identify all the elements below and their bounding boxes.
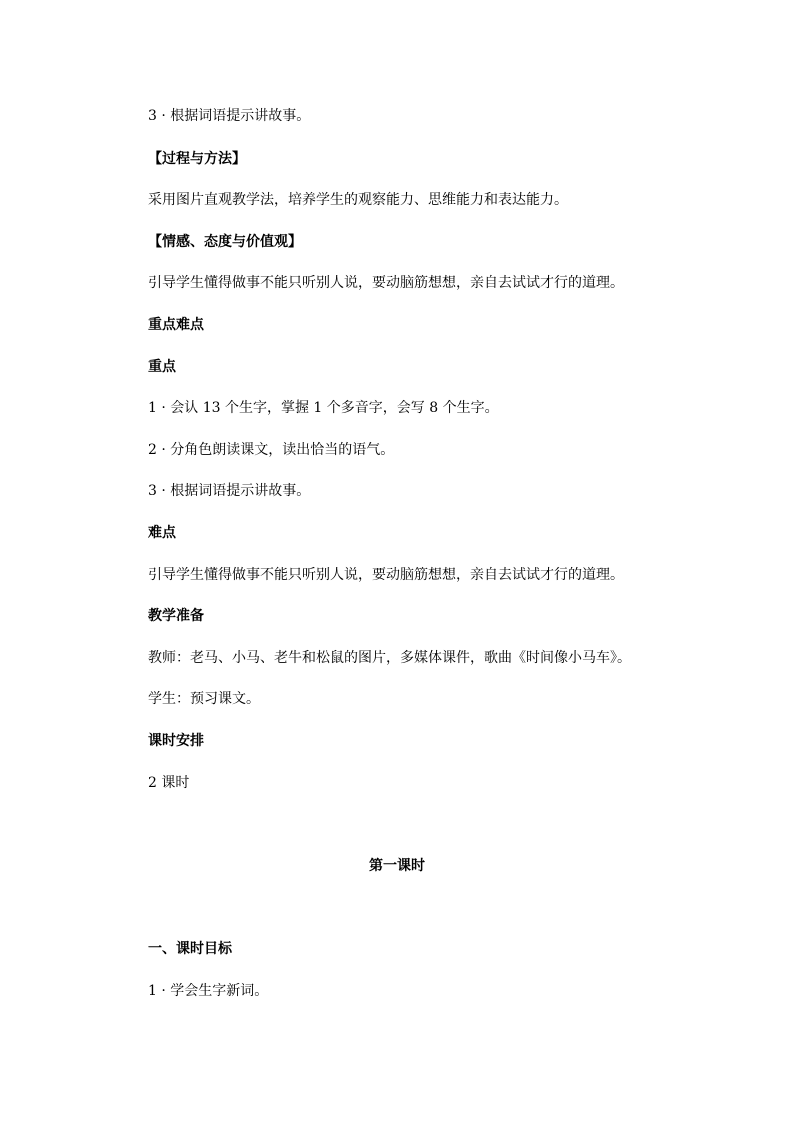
lesson-objectives-heading: 一、课时目标 <box>148 941 232 957</box>
lesson-objective-1: 1 · 学会生字新词。 <box>148 983 269 999</box>
key-point-2: 2 · 分角色朗读课文，读出恰当的语气。 <box>148 442 395 458</box>
process-method-text: 采用图片直观教学法，培养学生的观察能力、思维能力和表达能力。 <box>148 192 568 208</box>
emotion-values-heading: 【情感、态度与价值观】 <box>148 234 302 250</box>
teacher-prep-text: 教师：老马、小马、老牛和松鼠的图片，多媒体课件，歌曲《时间像小马车》。 <box>148 650 631 666</box>
schedule-text: 2 课时 <box>148 775 190 791</box>
emotion-values-text: 引导学生懂得做事不能只听别人说，要动脑筋想想，亲自去试试才行的道理。 <box>148 275 624 291</box>
process-method-heading: 【过程与方法】 <box>148 151 246 167</box>
difficult-points-heading: 难点 <box>148 525 176 541</box>
key-point-3: 3 · 根据词语提示讲故事。 <box>148 483 311 499</box>
schedule-heading: 课时安排 <box>148 733 204 749</box>
student-prep-text: 学生：预习课文。 <box>148 691 260 707</box>
objective-3-line: 3 · 根据词语提示讲故事。 <box>148 108 311 124</box>
key-point-1: 1 · 会认 13 个生字，掌握 1 个多音字，会写 8 个生字。 <box>148 400 499 416</box>
teaching-prep-heading: 教学准备 <box>148 608 204 624</box>
key-difficult-points-heading: 重点难点 <box>148 317 204 333</box>
first-lesson-title: 第一课时 <box>369 858 425 874</box>
key-points-heading: 重点 <box>148 359 176 375</box>
difficult-point-text: 引导学生懂得做事不能只听别人说，要动脑筋想想，亲自去试试才行的道理。 <box>148 567 624 583</box>
